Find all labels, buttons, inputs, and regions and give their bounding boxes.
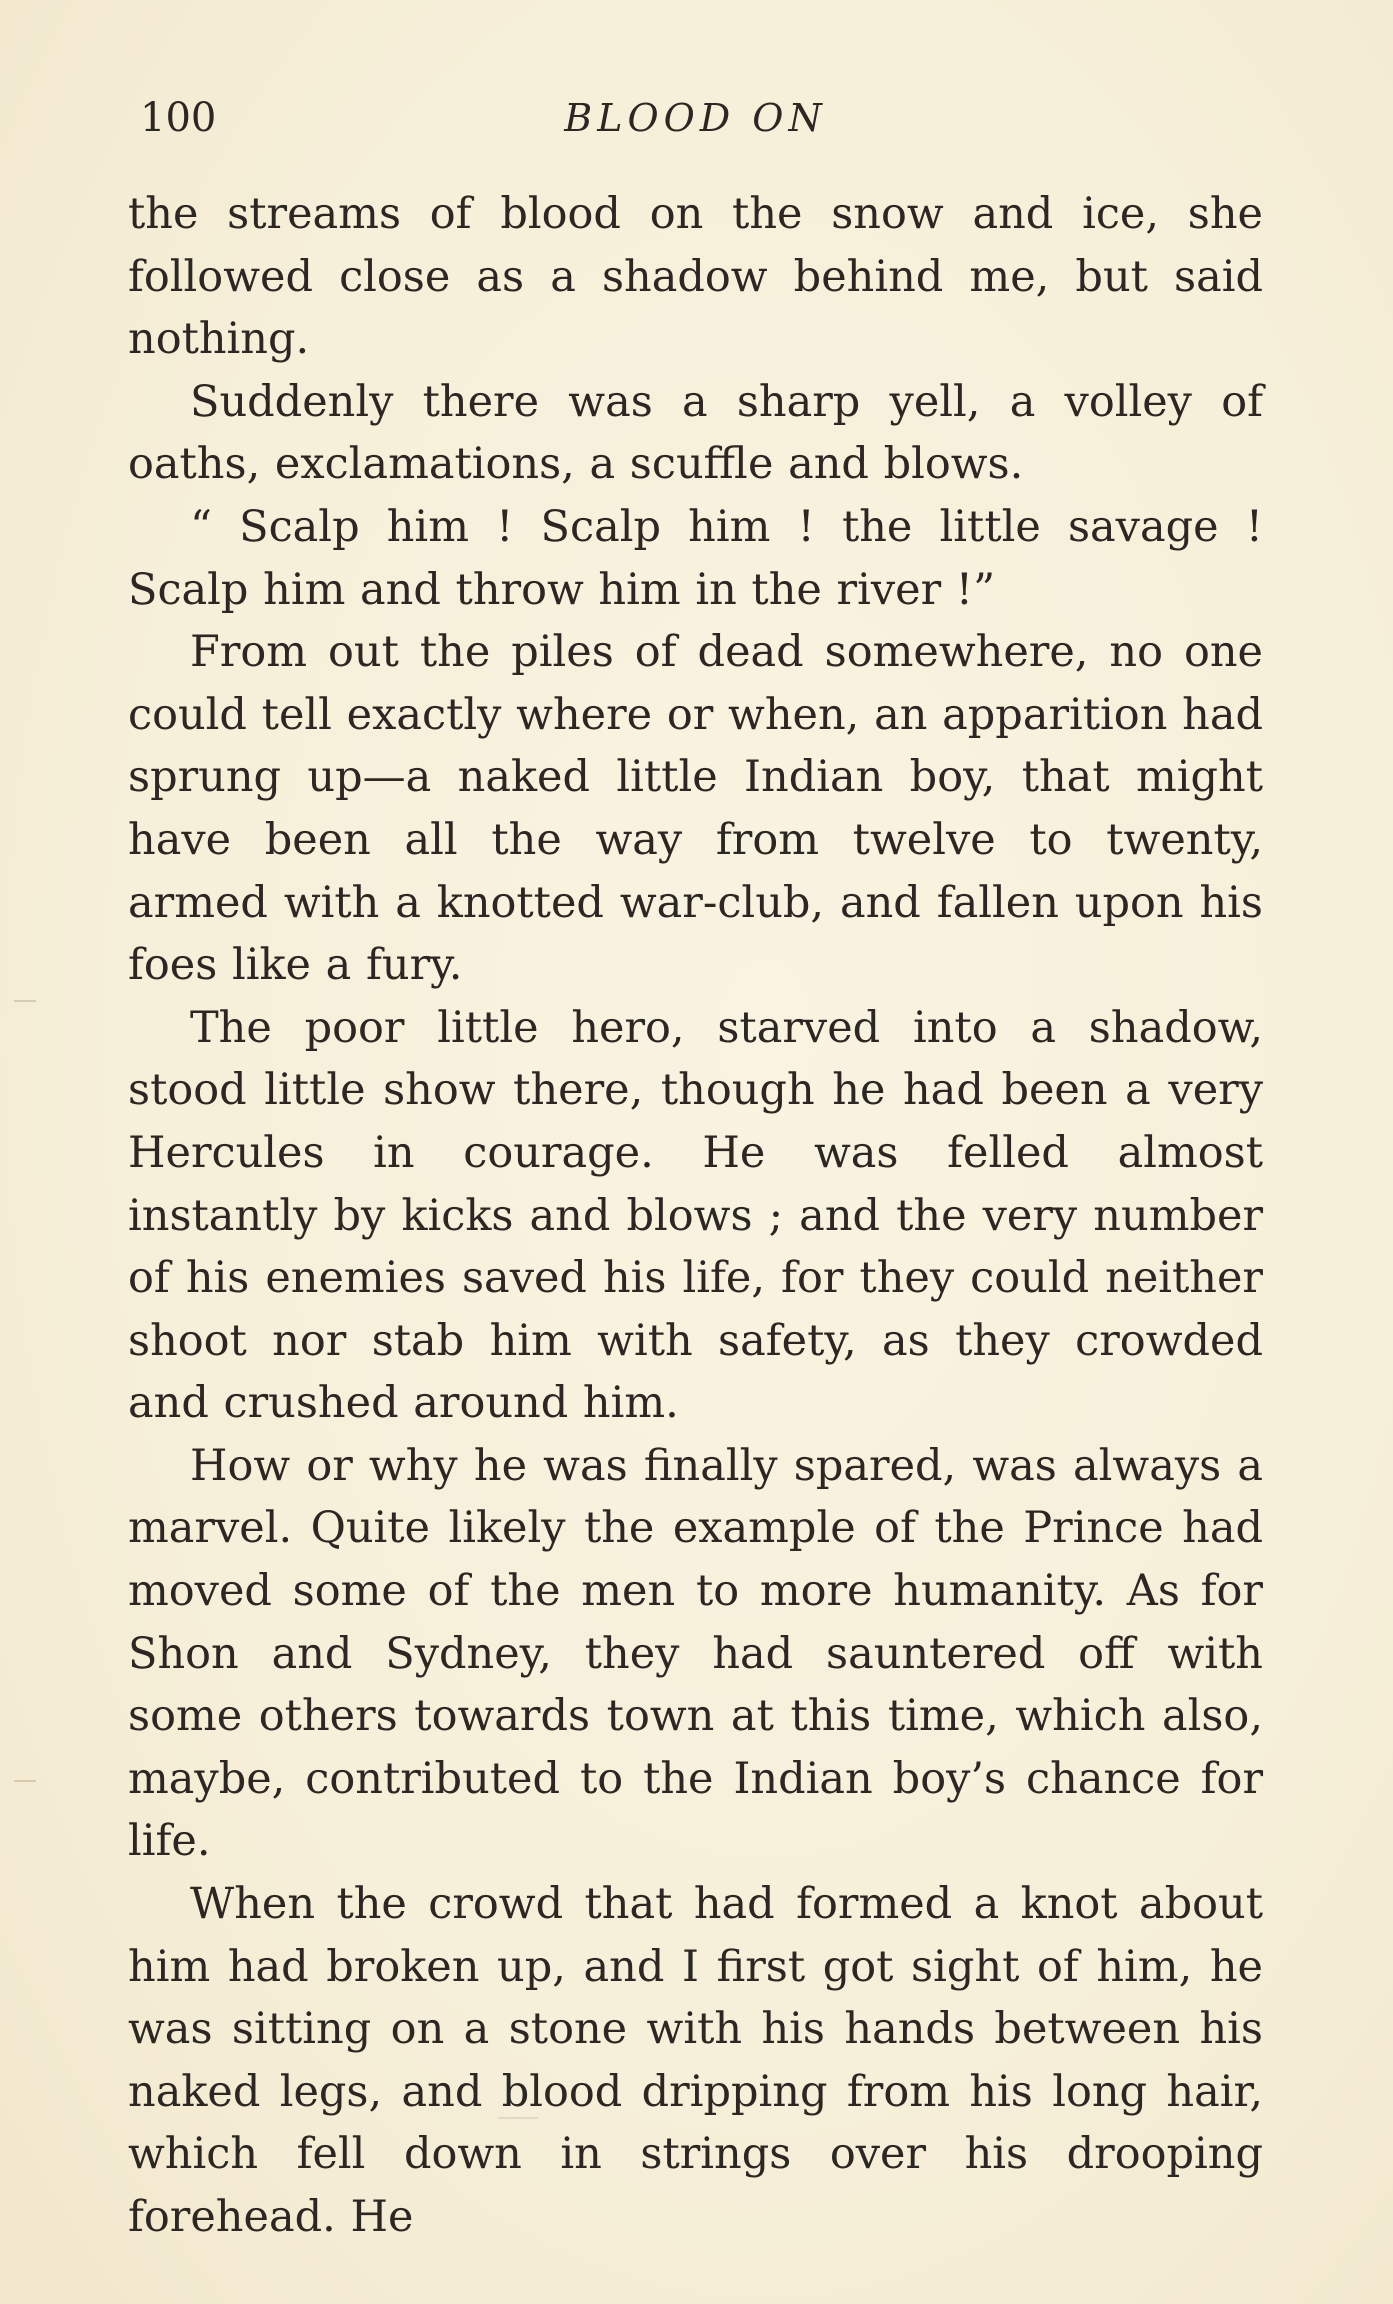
paragraph: Suddenly there was a sharp yell, a volley of oaths, exclamations, a scuffle and blows. [128, 376, 1263, 490]
margin-mark [14, 1000, 36, 1002]
paragraph: From out the piles of dead somewhere, no one could tell exactly where or when, an apparition had sprung up—a naked little Indian boy, that might have been all the way from twelve to twenty, armed with a knotted war-club, and fallen upon his foes like a fury. [128, 627, 1263, 991]
page-number: 100 [140, 95, 217, 141]
body-text [128, 183, 1263, 2249]
paragraph: When the crowd that had formed a knot about him had broken up, and I first got sight of him, he was sitting on a stone with his hands between his naked legs, and blood dripping from his long hair, which fell down in strings over his drooping forehead. He [128, 1879, 1263, 2242]
faint-mark [498, 2117, 538, 2119]
paragraph: the streams of blood on the snow and ice, she followed close as a shadow behind me, but said nothing. [128, 189, 1263, 365]
paragraph: How or why he was finally spared, was always a marvel. Quite likely the example of the Prince had moved some of the men to more humanity. As for Shon and Sydney, they had sauntered off with some others towards town at this time, which also, maybe, contributed to the Indian boy’s chance for life. [128, 1440, 1263, 1867]
running-head [128, 92, 1263, 144]
paragraph: “ Scalp him ! Scalp him ! the little savage ! Scalp him and throw him in the river !” [128, 501, 1263, 615]
margin-mark [14, 1780, 36, 1782]
paragraph: The poor little hero, starved into a shadow, stood little show there, though he had been a very Hercules in courage. He was felled almost instantly by kicks and blows ; and the very number of his enemies saved his life, for they could neither shoot nor stab him with safety, as they crowded and crushed around him. [128, 1002, 1263, 1429]
running-title: BLOOD ON [564, 96, 827, 140]
